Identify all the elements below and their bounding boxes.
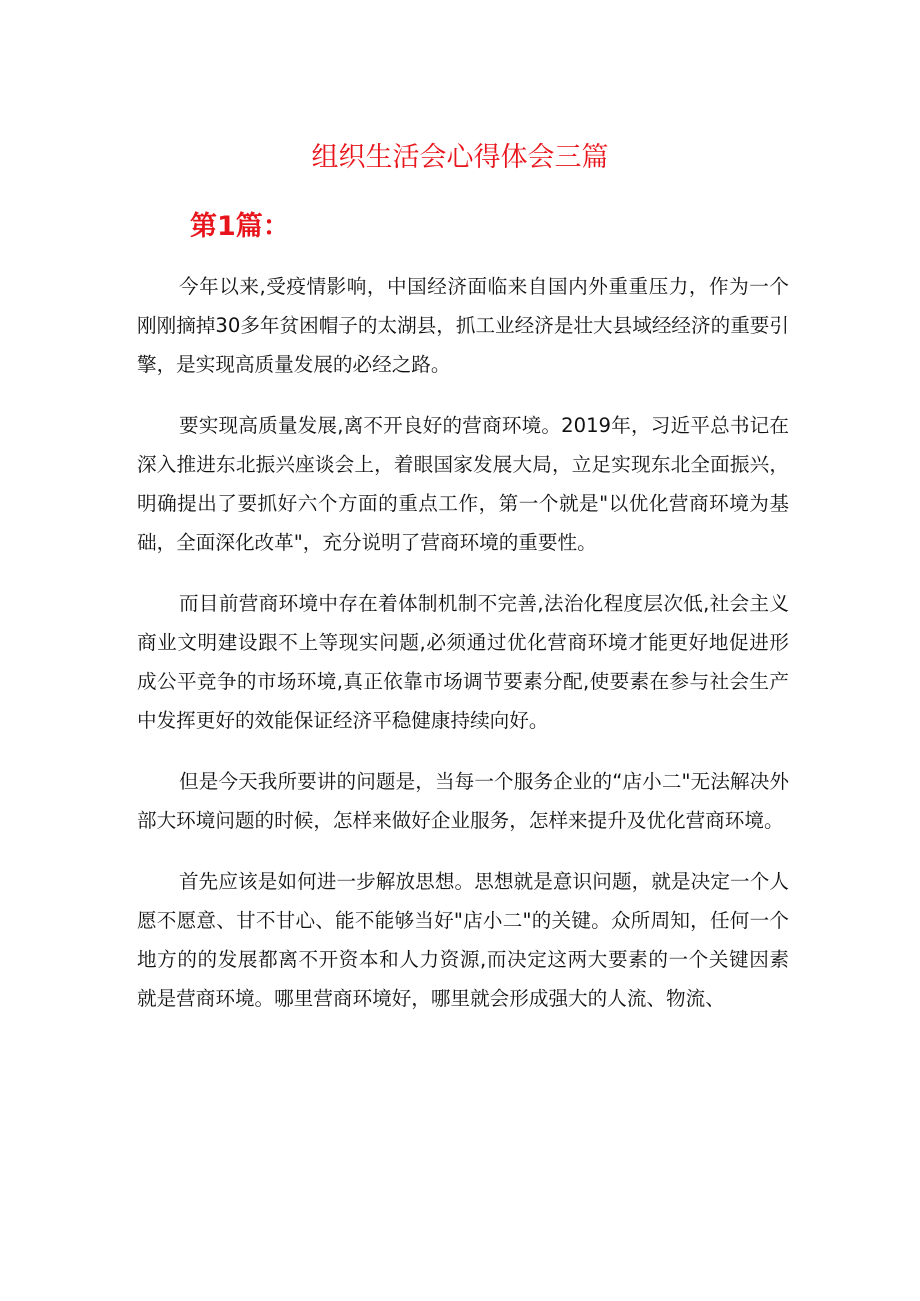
paragraph-3: 而目前营商环境中存在着体制机制不完善,法治化程度层次低,社会主义商业文明建设跟不上等现实问题,必须通过优化营商环境才能更好地促进形成公平竞争的市场环境,真正依靠市场调节要素分配,使要素在参与社会生产中发挥更好的效能保证经济平稳健康持续向好。 <box>137 592 789 732</box>
document-title: 组织生活会心得体会三篇 <box>311 142 609 173</box>
document-body <box>137 267 789 1040</box>
paragraph-2: 要实现高质量发展,离不开良好的营商环境。2019年，习近平总书记在深入推进东北振兴座谈会上，着眼国家发展大局，立足实现东北全面振兴，明确提出了要抓好六个方面的重点工作，第一个就是"以优化营商环境为基础，全面深化改革"，充分说明了营商环境的重要性。 <box>137 414 789 554</box>
paragraph-1: 今年以来,受疫情影响，中国经济面临来自国内外重重压力，作为一个刚刚摘掉30多年贫困帽子的太湖县，抓工业经济是壮大县域经经济的重要引擎，是实现高质量发展的必经之路。 <box>137 275 789 376</box>
paragraph-4: 但是今天我所要讲的问题是，当每一个服务企业的“店小二"无法解决外部大环境问题的时候，怎样来做好企业服务，怎样来提升及优化营商环境。 <box>137 770 789 832</box>
section-heading: 第1篇： <box>190 211 290 242</box>
paragraph-5: 首先应该是如何进一步解放思想。思想就是意识问题，就是决定一个人愿不愿意、甘不甘心、能不能够当好"店小二"的关键。众所周知，任何一个地方的的发展都离不开资本和人力资源,而决定这两大要素的一个关键因素就是营商环境。哪里营商环境好，哪里就会形成强大的人流、物流、 <box>137 870 789 1010</box>
